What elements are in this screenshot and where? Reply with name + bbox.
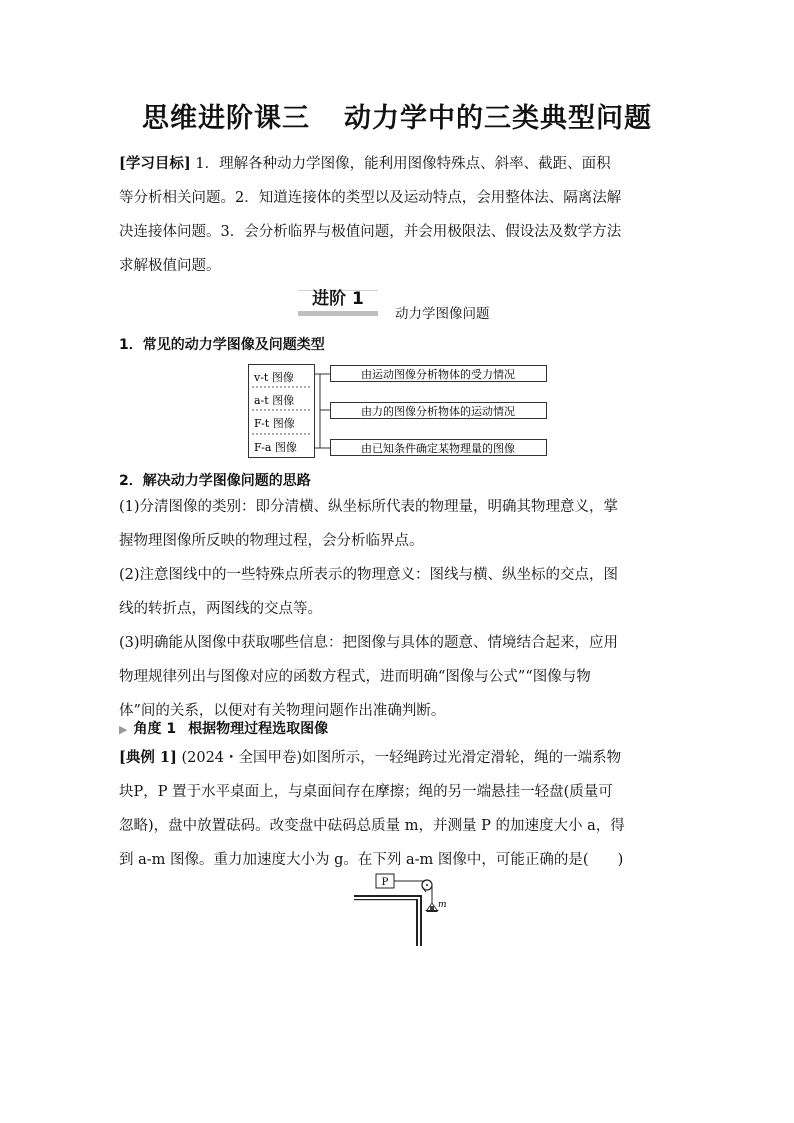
pulley-axle <box>426 884 428 886</box>
right-item: 由已知条件确定某物理量的图像 <box>361 442 515 455</box>
left-item: a-t 图像 <box>254 394 295 407</box>
goals-line: 决连接体问题。3．会分析临界与极值问题，并会用极限法、假设法及数学方法 <box>119 224 622 240</box>
advance-title: 动力学图像问题 <box>395 306 490 322</box>
goals-line: 1．理解各种动力学图像，能利用图像特殊点、斜率、截距、面积 <box>190 156 611 172</box>
section2-line: (3)明确能从图像中获取哪些信息：把图像与具体的题意、情境结合起来，应用 <box>119 635 619 651</box>
right-item: 由运动图像分析物体的受力情况 <box>361 368 515 381</box>
left-item: F-t 图像 <box>254 417 295 430</box>
section2-line: (1)分清图像的类别：即分清横、纵坐标所代表的物理量，明确其物理意义，掌 <box>119 499 619 515</box>
section2-body <box>119 490 675 728</box>
section2-line: (2)注意图线中的一些特殊点所表示的物理意义：图线与横、纵坐标的交点，图 <box>119 567 619 583</box>
goals-tag: [学习目标] <box>119 155 191 172</box>
angle-text: 根据物理过程选取图像 <box>188 721 329 737</box>
table-leg <box>416 899 418 946</box>
title-part1: 思维进阶课三 <box>142 103 310 134</box>
triangle-icon: ▶ <box>119 723 128 736</box>
page-title <box>0 96 794 135</box>
mass-label: m <box>438 900 447 910</box>
left-item: F-a 图像 <box>254 441 297 454</box>
example-line: 块P，P 置于水平桌面上，与桌面间存在摩擦；绳的另一端悬挂一轻盘(质量可 <box>119 784 613 800</box>
pulley-figure <box>350 870 450 946</box>
example-line: 到 a-m 图像。重力加速度大小为 g。在下列 a-m 图像中，可能正确的是( ) <box>119 852 624 868</box>
example-tag: [典例 1] <box>119 749 177 766</box>
table-top-inner <box>354 899 418 900</box>
section2-line: 物理规律列出与图像对应的函数方程式，进而明确“图像与公式”“图像与物 <box>119 669 591 685</box>
table-leg <box>420 895 422 946</box>
section1-heading: 1．常见的动力学图像及问题类型 <box>119 337 325 353</box>
section2-line: 握物理图像所反映的物理过程，会分析临界点。 <box>119 533 424 549</box>
graph-type-diagram <box>248 364 550 458</box>
goals-line: 求解极值问题。 <box>119 258 221 274</box>
weights <box>430 906 434 910</box>
block-label: P <box>381 877 389 888</box>
learning-goals <box>119 147 675 283</box>
section2-line: 线的转折点，两图线的交点等。 <box>119 601 322 617</box>
advance-label: 进阶 1 <box>312 289 364 309</box>
goals-line: 等分析相关问题。2．知道连接体的类型以及运动特点，会用整体法、隔离法解 <box>119 190 622 206</box>
angle-heading <box>119 718 328 738</box>
example-line: (2024・全国甲卷)如图所示，一轻绳跨过光滑定滑轮，绳的一端系物 <box>176 750 622 766</box>
left-item: v-t 图像 <box>254 371 294 384</box>
table-top <box>354 895 422 897</box>
section2-heading: 2．解决动力学图像问题的思路 <box>119 473 311 489</box>
advance-underbar <box>298 311 378 316</box>
section2-line: 体”间的关系，以便对有关物理问题作出准确判断。 <box>119 703 446 719</box>
angle-label: 角度 1 <box>133 721 177 737</box>
title-part2: 动力学中的三类典型问题 <box>344 103 652 134</box>
pan <box>425 910 439 912</box>
example-line: 忽略)，盘中放置砝码。改变盘中砝码总质量 m，并测量 P 的加速度大小 a，得 <box>119 818 625 834</box>
example-body <box>119 741 675 877</box>
right-item: 由力的图像分析物体的运动情况 <box>361 405 515 418</box>
